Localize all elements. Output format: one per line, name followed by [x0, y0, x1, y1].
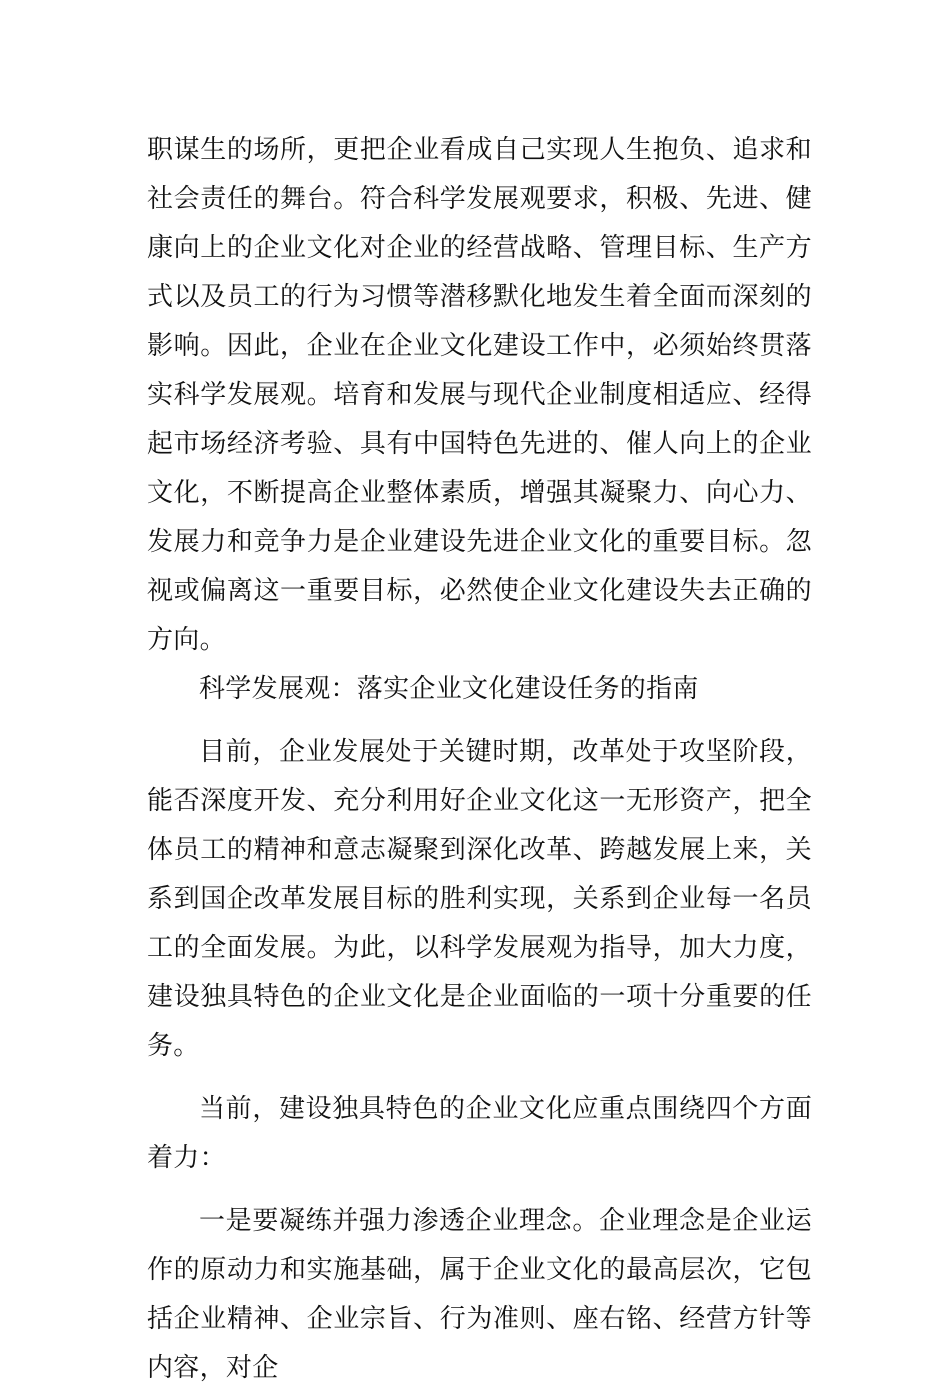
- paragraph-4: 一是要凝练并强力渗透企业理念。企业理念是企业运作的原动力和实施基础，属于企业文化的最高层次，它包括企业精神、企业宗旨、行为准则、座右铭、经营方针等内容，对企: [147, 1206, 812, 1383]
- paragraph-1: 职谋生的场所，更把企业看成自己实现人生抱负、追求和社会责任的舞台。符合科学发展观要求，积极、先进、健康向上的企业文化对企业的经营战略、管理目标、生产方式以及员工的行为习惯等潜移默化地发生着全面而深刻的影响。因此，企业在企业文化建设工作中，必须始终贯落实科学发展观。培育和发展与现代企业制度相适应、经得起市场经济考验、具有中国特色先进的、催人向上的企业文化，不断提高企业整体素质，增强其凝聚力、向心力、发展力和竞争力是企业建设先进企业文化的重要目标。忽视或偏离这一重要目标，必然使企业文化建设失去正确的方向。: [147, 135, 812, 655]
- document-body: [147, 126, 812, 1393]
- paragraph-2: 目前，企业发展处于关键时期，改革处于攻坚阶段，能否深度开发、充分利用好企业文化这一无形资产，把全体员工的精神和意志凝聚到深化改革、跨越发展上来，关系到国企改革发展目标的胜利实现，关系到企业每一名员工的全面发展。为此，以科学发展观为指导，加大力度，建设独具特色的企业文化是企业面临的一项十分重要的任务。: [147, 737, 812, 1061]
- section-heading: 科学发展观：落实企业文化建设任务的指南: [199, 674, 699, 704]
- paragraph-3: 当前，建设独具特色的企业文化应重点围绕四个方面着力：: [147, 1094, 812, 1173]
